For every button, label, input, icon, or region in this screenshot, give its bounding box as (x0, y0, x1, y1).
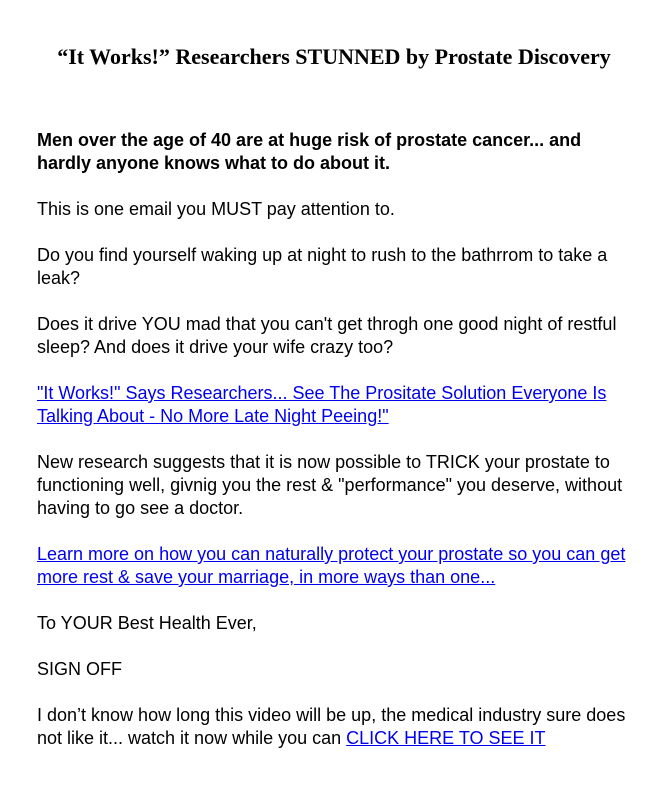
solution-link-paragraph (37, 382, 637, 428)
sleep-paragraph: Does it drive YOU mad that you can't get throgh one good night of restful sleep? And does it drive your wife crazy too? (37, 314, 617, 357)
signoff-line: SIGN OFF (37, 659, 122, 679)
click-here-link[interactable]: CLICK HERE TO SEE IT (346, 728, 546, 748)
learn-more-paragraph (37, 543, 637, 589)
ps-text: I don’t know how long this video will be up, the medical industry sure does not like it... watch it now while you can (37, 705, 626, 748)
lead-paragraph: Men over the age of 40 are at huge risk of prostate cancer... and hardly anyone knows what to do about it. (37, 130, 582, 173)
email-title: “It Works!” Researchers STUNNED by Prostate Discovery (57, 44, 611, 69)
learn-more-link[interactable]: Learn more on how you can naturally protect your prostate so you can get more rest & save your marriage, in more ways than one... (37, 544, 626, 587)
attention-paragraph: This is one email you MUST pay attention to. (37, 199, 395, 219)
closing-line: To YOUR Best Health Ever, (37, 613, 257, 633)
research-paragraph: New research suggests that it is now possible to TRICK your prostate to functioning well, givnig you the rest & "performance" you deserve, without having to go see a doctor. (37, 452, 623, 518)
solution-link[interactable]: "It Works!" Says Researchers... See The Prositate Solution Everyone Is Talking About - No More Late Night Peeing!" (37, 383, 607, 426)
waking-paragraph: Do you find yourself waking up at night to rush to the bathrrom to take a leak? (37, 245, 608, 288)
email-body (37, 129, 637, 773)
ps-paragraph (37, 704, 637, 750)
